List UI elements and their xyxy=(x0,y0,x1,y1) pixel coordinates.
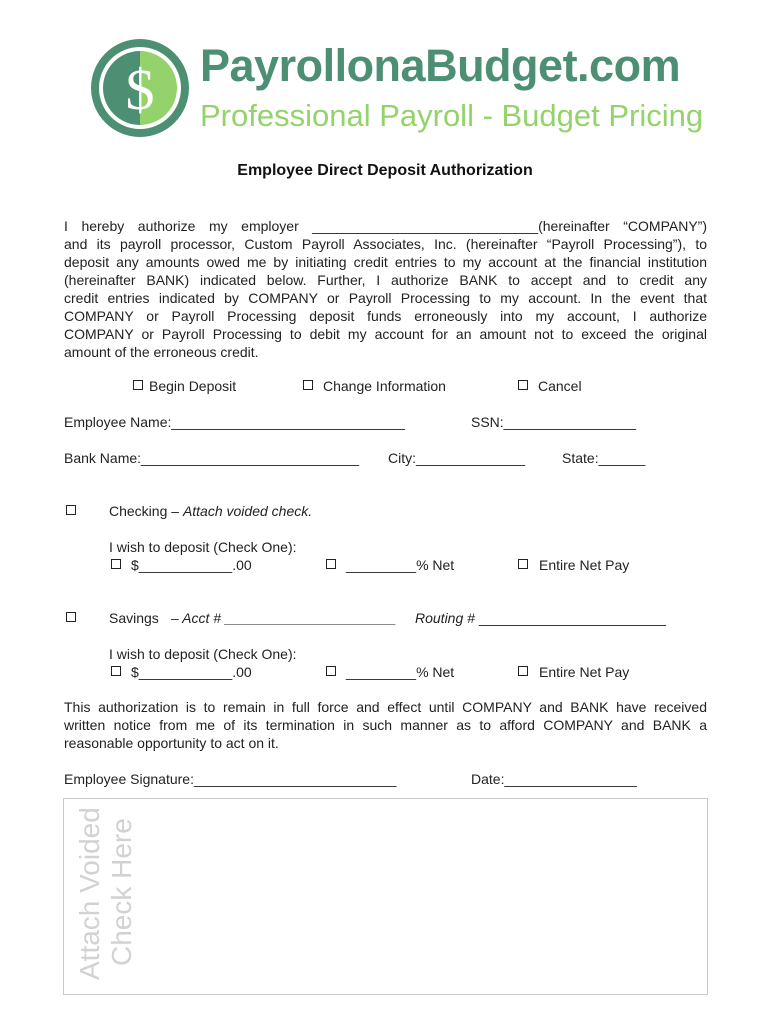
checking-note: Attach voided check. xyxy=(182,503,313,519)
cancel-checkbox[interactable] xyxy=(518,380,528,390)
paragraph-line: COMPANY or Payroll Processing deposit funds erroneously into my account, I authorize xyxy=(64,308,707,324)
paragraph-line: This authorization is to remain in full force and effect until COMPANY and BANK have received xyxy=(64,699,707,715)
checking-amount-field[interactable]: $____________.00 xyxy=(131,557,252,573)
begin-deposit-checkbox[interactable] xyxy=(133,380,143,390)
checking-percent-checkbox[interactable] xyxy=(326,559,336,569)
savings-amount-checkbox[interactable] xyxy=(111,666,121,676)
paragraph-line: credit entries indicated by COMPANY or Payroll Processing to my account. In the event that xyxy=(64,290,707,306)
checking-label: Checking – Attach voided check. xyxy=(109,503,313,519)
savings-checkbox[interactable] xyxy=(66,612,76,622)
bank-name-field[interactable]: Bank Name:____________________________ xyxy=(64,450,360,466)
cancel-label: Cancel xyxy=(538,378,582,394)
logo-tagline: Professional Payroll - Budget Pricing xyxy=(200,98,704,133)
checking-amount-checkbox[interactable] xyxy=(111,559,121,569)
paragraph-line: COMPANY or Payroll Processing to debit my account for an amount not to exceed the original xyxy=(64,326,707,342)
checking-entire-label: Entire Net Pay xyxy=(539,557,630,573)
paragraph-line: (hereinafter BANK) indicated below. Further, I authorize BANK to accept and to credit any xyxy=(64,272,707,288)
date-field[interactable]: Date:_________________ xyxy=(471,771,637,787)
paragraph-line: and its payroll processor, Custom Payroll Associates, Inc. (hereinafter “Payroll Processing”), to xyxy=(64,236,707,252)
logo-symbol: $ xyxy=(125,57,155,122)
employee-signature-field[interactable]: Employee Signature:__________________________ xyxy=(64,771,397,787)
state-field[interactable]: State:______ xyxy=(562,450,646,466)
employee-name-field[interactable]: Employee Name:______________________________ xyxy=(64,414,405,430)
savings-amount-field[interactable]: $____________.00 xyxy=(131,664,252,680)
voided-check-text-2: Check Here xyxy=(106,818,137,966)
checking-percent-field[interactable]: _________% Net xyxy=(346,557,455,573)
savings-acct-field[interactable]: – Acct # ______________________ xyxy=(171,610,397,626)
voided-check-box xyxy=(63,798,708,995)
paragraph-line: I hereby authorize my employer _____________________________(hereinafter “COMPANY”) xyxy=(64,218,707,234)
checking-entire-checkbox[interactable] xyxy=(518,559,528,569)
savings-percent-checkbox[interactable] xyxy=(326,666,336,676)
savings-percent-field[interactable]: _________% Net xyxy=(346,664,455,680)
routing-field[interactable]: ________________________ xyxy=(479,610,666,626)
savings-entire-label: Entire Net Pay xyxy=(539,664,630,680)
routing-label: Routing # xyxy=(415,610,475,626)
checking-checkbox[interactable] xyxy=(66,505,76,515)
begin-deposit-label: Begin Deposit xyxy=(149,378,237,394)
change-information-checkbox[interactable] xyxy=(303,380,313,390)
voided-check-text: Attach Voided xyxy=(74,807,105,980)
city-field[interactable]: City:______________ xyxy=(388,450,526,466)
savings-entire-checkbox[interactable] xyxy=(518,666,528,676)
savings-label: Savings xyxy=(109,610,159,626)
paragraph-line: reasonable opportunity to act on it. xyxy=(64,735,279,751)
logo-dollar-icon xyxy=(88,36,192,140)
paragraph-line: written notice from me of its termination in such manner as to afford COMPANY and BANK a xyxy=(64,717,707,733)
ssn-field[interactable]: SSN:_________________ xyxy=(471,414,637,430)
checking-wish-deposit-label: I wish to deposit (Check One): xyxy=(109,539,297,555)
logo-title: PayrollonaBudget.com xyxy=(200,40,681,91)
paragraph-line: amount of the erroneous credit. xyxy=(64,344,259,360)
savings-wish-deposit-label: I wish to deposit (Check One): xyxy=(109,646,297,662)
document-title: Employee Direct Deposit Authorization xyxy=(237,162,533,179)
closing-paragraph xyxy=(64,698,707,752)
change-information-label: Change Information xyxy=(323,378,446,394)
authorization-paragraph xyxy=(64,217,707,361)
paragraph-line: deposit any amounts owed me by initiating credit entries to my account at the financial institution xyxy=(64,254,707,270)
